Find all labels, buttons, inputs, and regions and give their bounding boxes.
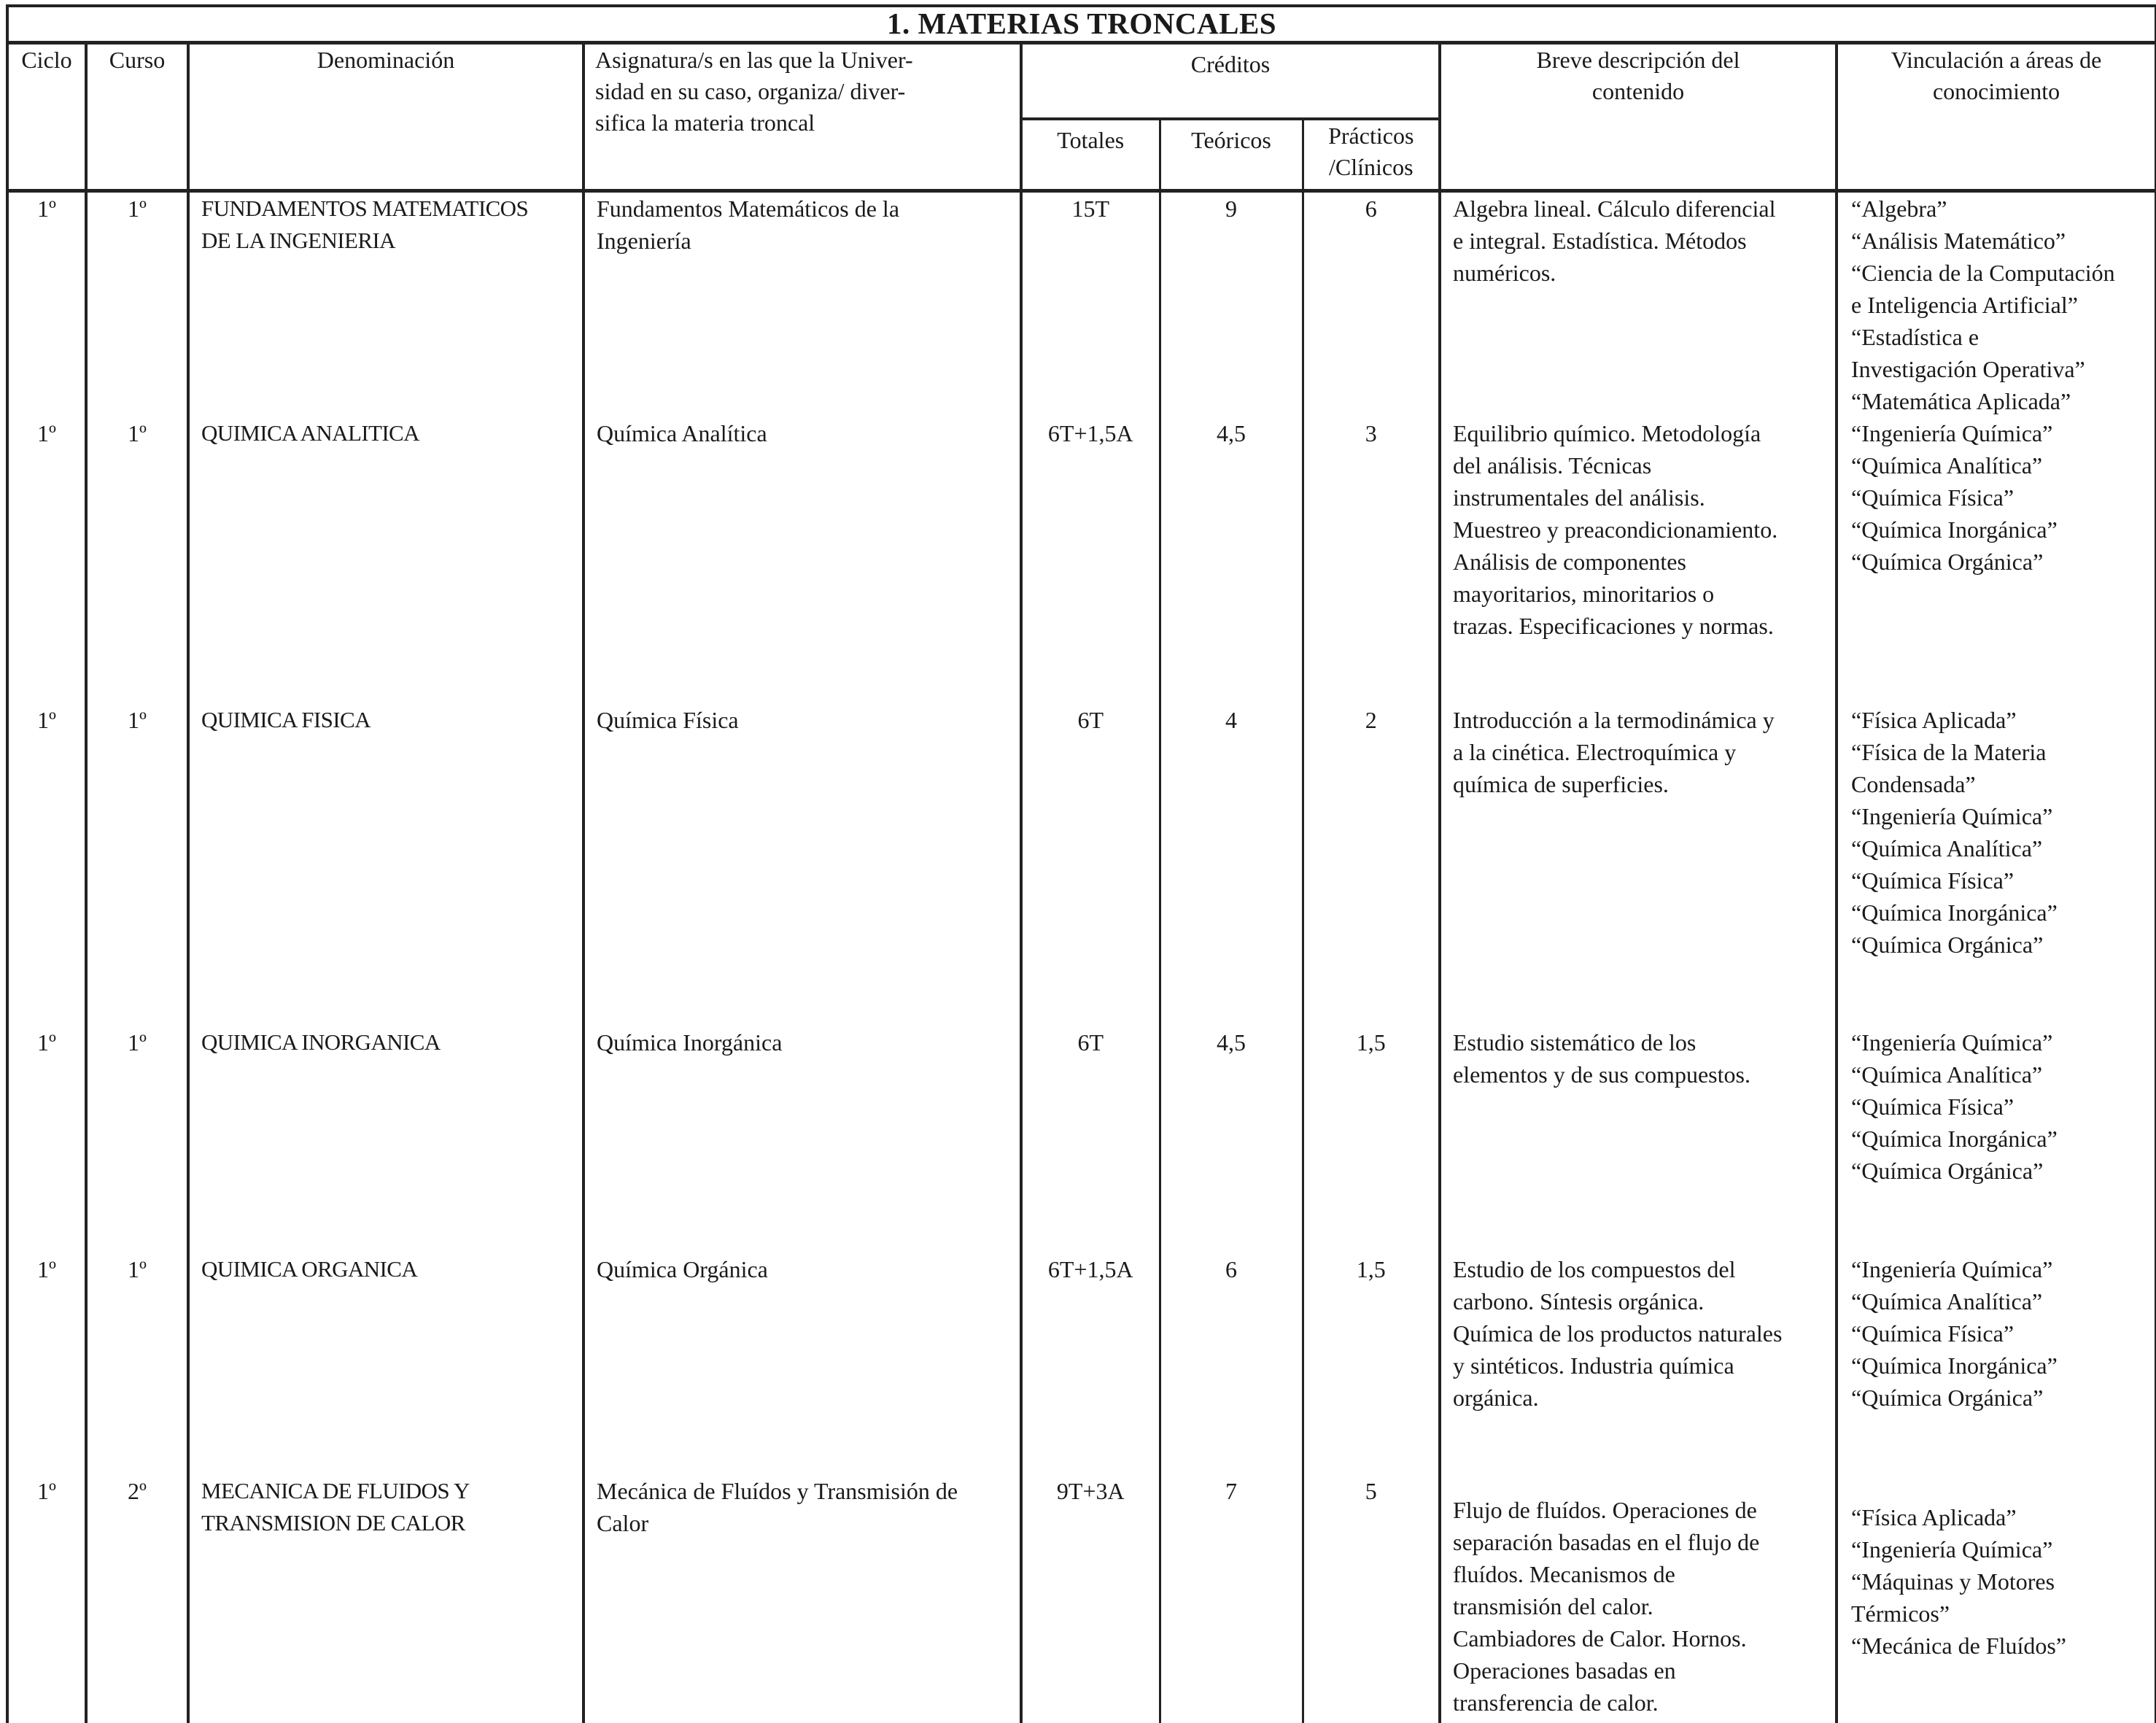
cell-totales: 6T: [1021, 1026, 1160, 1253]
cell-asignatura: Química Orgánica: [583, 1253, 1021, 1475]
cell-teoricos: 6: [1160, 1253, 1303, 1475]
cell-descripcion: Flujo de fluídos. Operaciones de separación basadas en el flujo de fluídos. Mecanismos de transmisión del calor. Cambiadores de Calor. Hornos. Operaciones basadas en transferencia de calor.: [1440, 1475, 1837, 1723]
cell-vinculacion: “Ingeniería Química” “Química Analítica” “Química Física” “Química Inorgánica” “Química Orgánica”: [1837, 1026, 2156, 1253]
cell-practicos: 5: [1303, 1475, 1440, 1723]
table-title: 1. MATERIAS TRONCALES: [7, 6, 2156, 43]
cell-denominacion: QUIMICA ANALITICA: [188, 417, 583, 704]
cell-vinculacion: “Ingeniería Química” “Química Analítica” “Química Física” “Química Inorgánica” “Química Orgánica”: [1837, 1253, 2156, 1475]
header-descripcion: Breve descripción del contenido: [1440, 43, 1837, 191]
table-row: [7, 191, 2156, 418]
cell-ciclo: 1º: [7, 191, 86, 418]
cell-practicos: 1,5: [1303, 1026, 1440, 1253]
cell-vinculacion: “Física Aplicada” “Física de la Materia Condensada” “Ingeniería Química” “Química Analítica” “Química Física” “Química Inorgánica” “Química Orgánica”: [1837, 704, 2156, 1026]
cell-asignatura: Química Analítica: [583, 417, 1021, 704]
cell-denominacion: FUNDAMENTOS MATEMATICOS DE LA INGENIERIA: [188, 191, 583, 418]
header-teoricos: Teóricos: [1160, 119, 1303, 191]
cell-totales: 6T+1,5A: [1021, 417, 1160, 704]
cell-denominacion: QUIMICA INORGANICA: [188, 1026, 583, 1253]
cell-teoricos: 4: [1160, 704, 1303, 1026]
cell-teoricos: 4,5: [1160, 417, 1303, 704]
cell-ciclo: 1º: [7, 1026, 86, 1253]
materias-troncales-table: [6, 4, 2156, 1723]
cell-descripcion: Estudio de los compuestos del carbono. Síntesis orgánica. Química de los productos naturales y sintéticos. Industria química orgánica.: [1440, 1253, 1837, 1475]
cell-denominacion: QUIMICA FISICA: [188, 704, 583, 1026]
cell-curso: 2º: [86, 1475, 188, 1723]
cell-descripcion: Introducción a la termodinámica y a la cinética. Electroquímica y química de superficies.: [1440, 704, 1837, 1026]
table-row: [7, 1026, 2156, 1253]
cell-totales: 6T+1,5A: [1021, 1253, 1160, 1475]
cell-totales: 6T: [1021, 704, 1160, 1026]
cell-totales: 9T+3A: [1021, 1475, 1160, 1723]
cell-ciclo: 1º: [7, 1253, 86, 1475]
header-ciclo: Ciclo: [7, 43, 86, 191]
cell-vinculacion: “Ingeniería Química” “Química Analítica” “Química Física” “Química Inorgánica” “Química Orgánica”: [1837, 417, 2156, 704]
header-vinculacion: Vinculación a áreas de conocimiento: [1837, 43, 2156, 191]
cell-denominacion: MECANICA DE FLUIDOS Y TRANSMISION DE CALOR: [188, 1475, 583, 1723]
cell-descripcion: Estudio sistemático de los elementos y de sus compuestos.: [1440, 1026, 1837, 1253]
cell-vinculacion: “Física Aplicada” “Ingeniería Química” “Máquinas y Motores Térmicos” “Mecánica de Fluídos”: [1837, 1475, 2156, 1723]
header-practicos: Prácticos /Clínicos: [1303, 119, 1440, 191]
cell-teoricos: 4,5: [1160, 1026, 1303, 1253]
cell-teoricos: 7: [1160, 1475, 1303, 1723]
cell-curso: 1º: [86, 1253, 188, 1475]
table-row: [7, 704, 2156, 1026]
cell-descripcion: Algebra lineal. Cálculo diferencial e integral. Estadística. Métodos numéricos.: [1440, 191, 1837, 418]
cell-asignatura: Fundamentos Matemáticos de la Ingeniería: [583, 191, 1021, 418]
table-row: [7, 1475, 2156, 1723]
table-row: [7, 1253, 2156, 1475]
cell-totales: 15T: [1021, 191, 1160, 418]
cell-curso: 1º: [86, 1026, 188, 1253]
cell-asignatura: Mecánica de Fluídos y Transmisión de Calor: [583, 1475, 1021, 1723]
document-page: [6, 4, 2155, 1716]
cell-practicos: 1,5: [1303, 1253, 1440, 1475]
cell-asignatura: Química Física: [583, 704, 1021, 1026]
cell-descripcion: Equilibrio químico. Metodología del análisis. Técnicas instrumentales del análisis. Muestreo y preacondicionamiento. Análisis de componentes mayoritarios, minoritarios o trazas. Especificaciones y normas.: [1440, 417, 1837, 704]
cell-teoricos: 9: [1160, 191, 1303, 418]
cell-denominacion: QUIMICA ORGANICA: [188, 1253, 583, 1475]
cell-ciclo: 1º: [7, 1475, 86, 1723]
cell-practicos: 2: [1303, 704, 1440, 1026]
cell-practicos: 3: [1303, 417, 1440, 704]
cell-curso: 1º: [86, 704, 188, 1026]
header-creditos: Créditos: [1021, 43, 1440, 120]
header-asignatura: Asignatura/s en las que la Univer- sidad en su caso, organiza/ diver- sifica la materia troncal: [583, 43, 1021, 191]
cell-ciclo: 1º: [7, 417, 86, 704]
cell-vinculacion: “Algebra” “Análisis Matemático” “Ciencia de la Computación e Inteligencia Artificial” “Estadística e Investigación Operativa” “Matemática Aplicada”: [1837, 191, 2156, 418]
header-curso: Curso: [86, 43, 188, 191]
header-totales: Totales: [1021, 119, 1160, 191]
cell-ciclo: 1º: [7, 704, 86, 1026]
table-row: [7, 417, 2156, 704]
cell-curso: 1º: [86, 191, 188, 418]
cell-practicos: 6: [1303, 191, 1440, 418]
cell-asignatura: Química Inorgánica: [583, 1026, 1021, 1253]
header-denominacion: Denominación: [188, 43, 583, 191]
cell-curso: 1º: [86, 417, 188, 704]
